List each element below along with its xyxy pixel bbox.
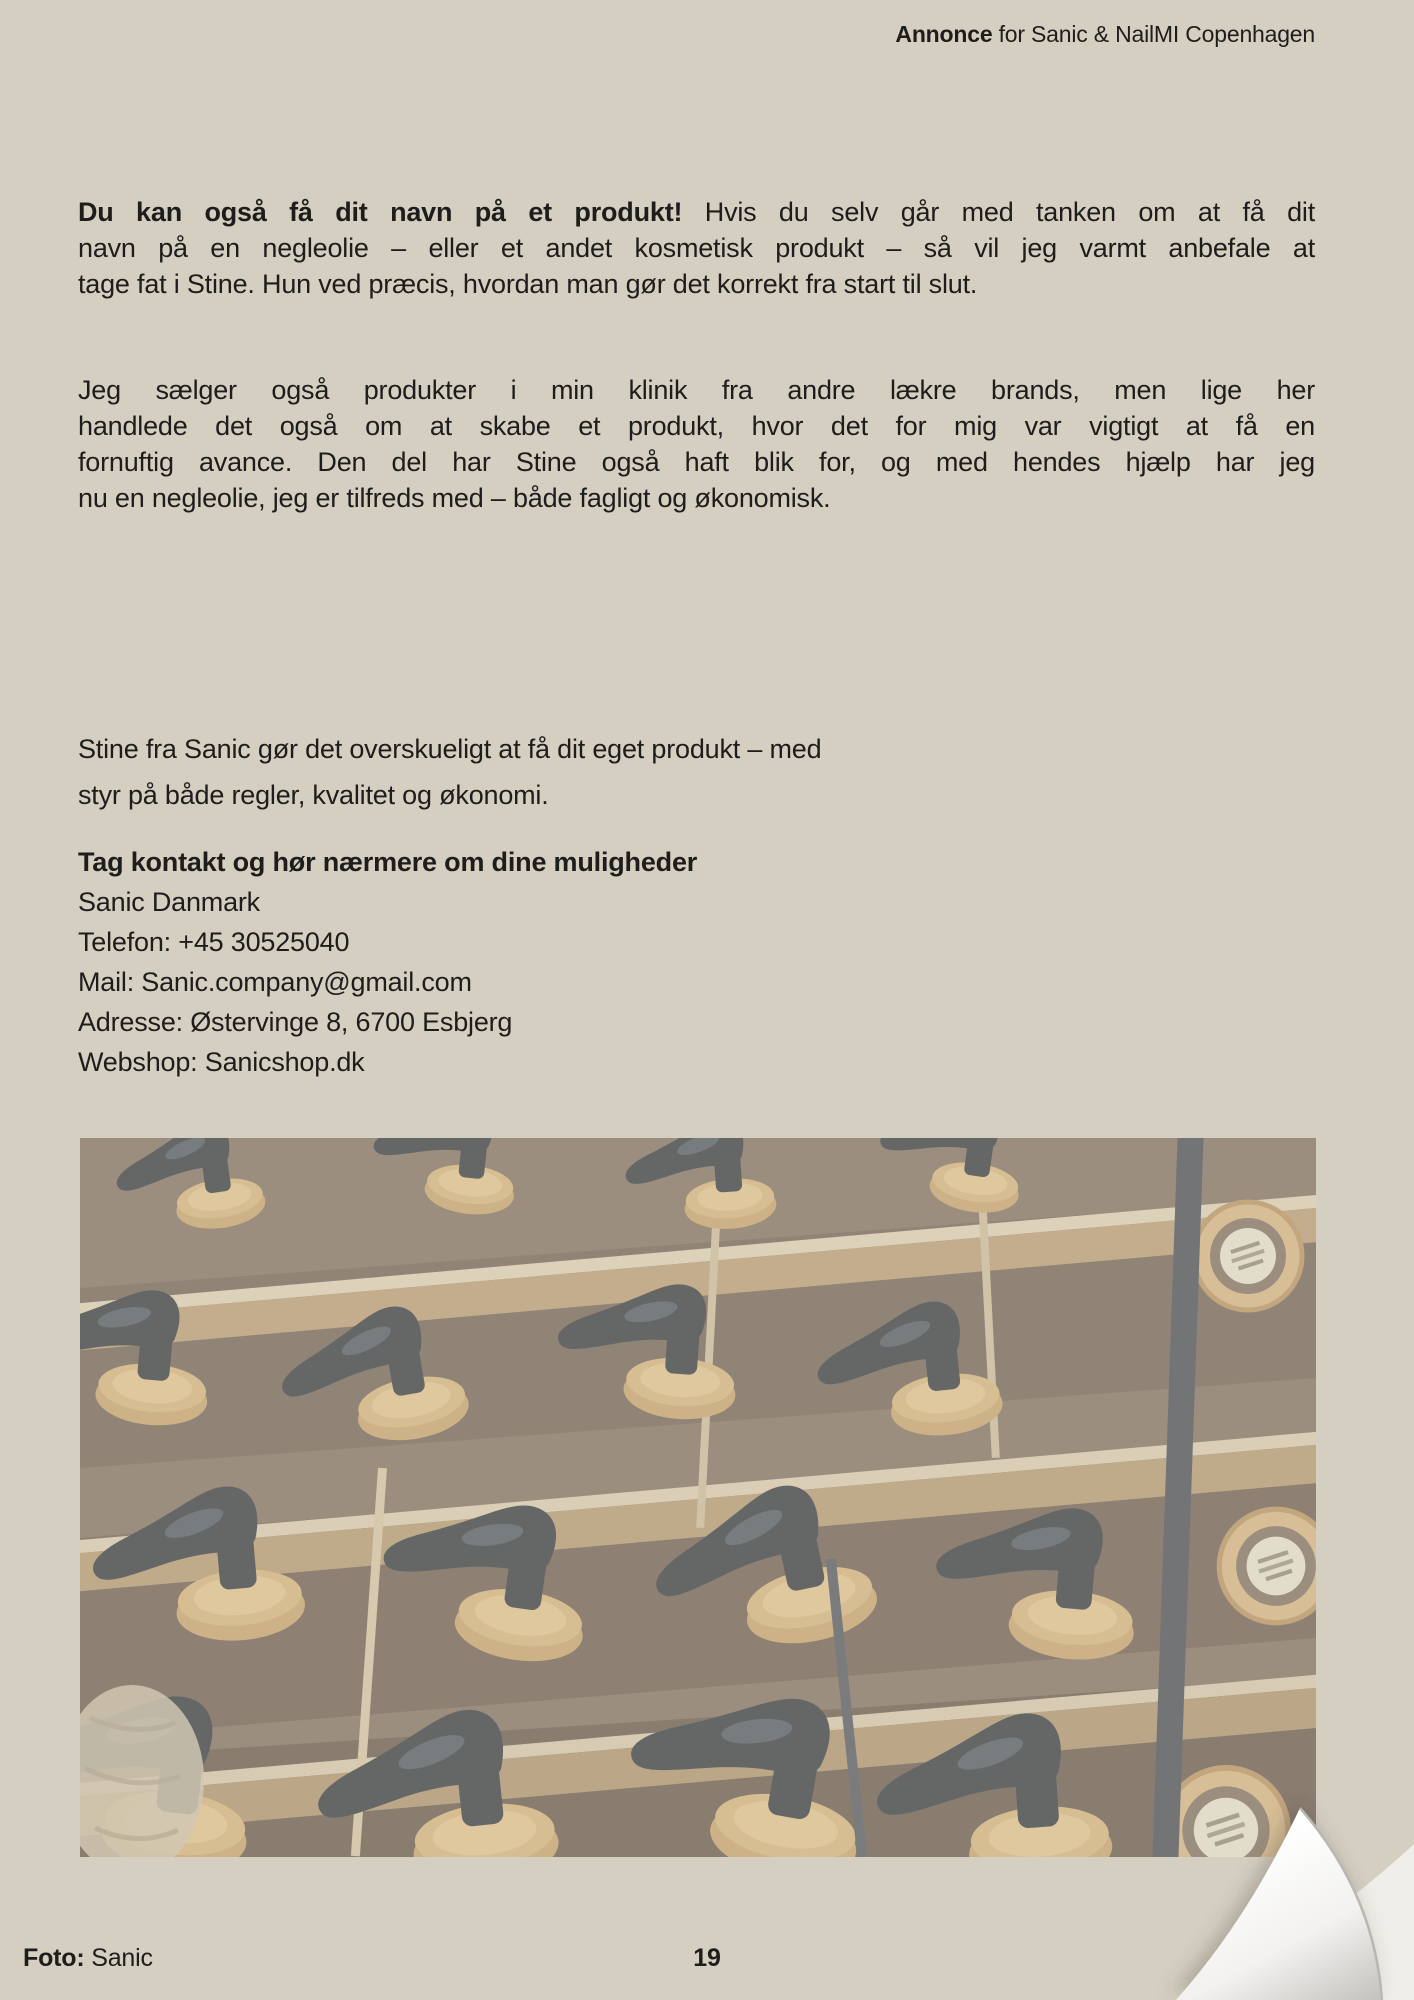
page-curl-graphic [1114,1740,1414,2000]
running-head-rest: for Sanic & NailMI Copenhagen [992,21,1315,47]
paragraph-line: handlede det også om at skabe et produkt, hvor det for mig var vigtigt at få en [78,411,1315,441]
lead-in-bold: Du kan også få dit navn på et produkt! [78,197,683,227]
running-head-annonce: Annonce [895,21,993,47]
paragraph-line: navn på en negleolie – eller et andet kosmetisk produkt – så vil jeg varmt anbefale at [78,233,1315,263]
contact-address: Adresse: Østervinge 8, 6700 Esbjerg [78,1007,513,1037]
contact-webshop: Webshop: Sanicshop.dk [78,1047,365,1077]
contact-company: Sanic Danmark [78,887,260,917]
contact-mail: Mail: Sanic.company@gmail.com [78,967,472,997]
photo-credit-label: Foto: [23,1944,85,1972]
summary-caption [78,726,1078,818]
paragraph-1 [78,194,1315,302]
photo-credit-value: Sanic [84,1944,153,1972]
paragraph-text: Hvis du selv går med tanken om at få dit [682,197,1316,227]
paragraph-line: nu en negleolie, jeg er tilfreds med – både fagligt og økonomisk. [78,483,831,513]
paragraph-2 [78,372,1315,516]
caption-line: Stine fra Sanic gør det overskueligt at få dit eget produkt – med [78,734,822,764]
page-curl [1114,1740,1414,2000]
paragraph-line: tage fat i Stine. Hun ved præcis, hvordan man gør det korrekt fra start til slut. [78,269,978,299]
paragraph-line: fornuftig avance. Den del har Stine også haft blik for, og med hendes hjælp har jeg [78,447,1315,477]
contact-heading: Tag kontakt og hør nærmere om dine muligheder [78,847,698,877]
contact-phone: Telefon: +45 30525040 [78,927,350,957]
caption-line: styr på både regler, kvalitet og økonomi. [78,780,549,810]
paragraph-line [78,194,1315,230]
paragraph-line: Jeg sælger også produkter i min klinik fra andre lækre brands, men lige her [78,375,1315,405]
contact-block [78,842,1078,1082]
running-head [78,20,1315,48]
page-number: 19 [693,1944,721,1972]
